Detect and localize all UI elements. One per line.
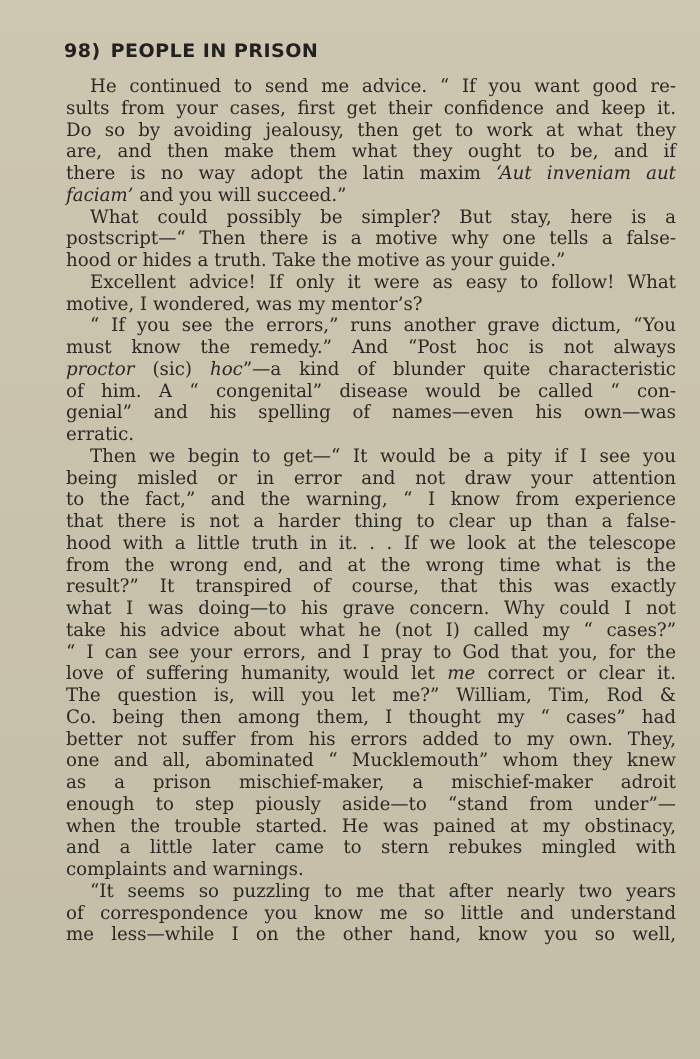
line-text: postscript—“ Then there is a motive why one tells a false- — [66, 228, 676, 250]
line-text: “ If you see the errors,” runs another grave dictum, “You — [90, 315, 676, 337]
text-line — [66, 98, 676, 120]
line-text: what I was doing—to his grave concern. Why could I not — [66, 598, 676, 619]
line-text: “ I can see your errors, and I pray to God that you, for the — [66, 641, 676, 663]
line-text: Co. being then among them, I thought my “ cases” had — [66, 706, 676, 728]
text-line — [66, 620, 676, 642]
line-text: and you will succeed.” — [133, 184, 347, 206]
line-text: “It seems so puzzling to me that after nearly two years — [90, 880, 676, 902]
line-text: there is no way adopt the latin maxim — [66, 163, 497, 184]
line-text: me less—while I on the other hand, know you so well, — [66, 924, 676, 946]
line-text: one and all, abominated “ Mucklemouth” whom they knew — [66, 750, 676, 772]
line-text: result?” It transpired of course, that this was exactly — [66, 576, 676, 598]
italic-text: ‘Aut inveniam aut — [496, 163, 676, 184]
line-text: being misled or in error and not draw your attention — [66, 467, 676, 489]
text-line — [66, 794, 676, 816]
text-line — [66, 576, 676, 598]
line-text: enough to step piously aside—to “stand from under”— — [66, 793, 676, 815]
text-line — [66, 381, 676, 403]
line-text: Then we begin to get—“ It would be a pity if I see you — [90, 445, 676, 467]
text-line — [66, 141, 676, 163]
text-line — [66, 837, 676, 859]
line-text: The question is, will you let me?” William, Tim, Rod & — [66, 685, 676, 706]
line-text: hood or hides a truth. Take the motive as your guide.” — [66, 250, 566, 271]
text-line — [66, 663, 676, 685]
line-text: correct or clear it. — [475, 663, 676, 685]
text-line — [66, 446, 676, 468]
line-text: from the wrong end, and at the wrong time what is the — [66, 554, 676, 576]
text-line — [66, 511, 676, 533]
text-line — [66, 816, 676, 838]
text-line — [66, 337, 676, 359]
running-title: PEOPLE IN PRISON — [110, 40, 319, 62]
line-text: What could possibly be simpler? But stay, here is a — [90, 206, 676, 228]
italic-text: me — [447, 663, 476, 685]
text-line — [66, 772, 676, 794]
line-text: sults from your cases, first get their confidence and keep it. — [66, 97, 676, 119]
text-line — [66, 903, 676, 925]
line-text: motive, I wondered, was my mentor’s? — [66, 293, 423, 315]
line-text: better not suffer from his errors added to my own. They, — [66, 728, 676, 750]
text-line — [66, 207, 676, 229]
italic-text: proctor — [66, 358, 135, 380]
text-line — [66, 881, 676, 903]
line-text: must know the remedy.” And “Post hoc is not always — [66, 337, 676, 358]
line-text: when the trouble started. He was pained at my obstinacy, — [66, 815, 676, 837]
line-text: and a little later came to stern rebukes mingled with — [66, 837, 676, 859]
line-text: hood with a little truth in it. . . If we look at the telescope — [66, 532, 676, 554]
line-text: as a prison mischief-maker, a mischief-maker adroit — [66, 772, 676, 793]
text-line — [66, 76, 676, 98]
text-line — [66, 555, 676, 577]
italic-text: hoc — [209, 358, 243, 380]
text-line — [66, 729, 676, 751]
text-line — [66, 642, 676, 664]
running-header — [64, 40, 318, 62]
line-text: genial” and his spelling of names—even his own—was — [66, 402, 676, 424]
text-line — [66, 315, 676, 337]
text-line — [66, 402, 676, 424]
text-line — [66, 359, 676, 381]
text-line — [66, 533, 676, 555]
text-line — [66, 120, 676, 142]
text-line — [66, 750, 676, 772]
line-text: love of suffering humanity, would let — [66, 663, 448, 685]
body-text — [66, 76, 676, 946]
line-text: ”—a kind of blunder quite characteristic — [242, 358, 676, 380]
line-text: Excellent advice! If only it were as easy to follow! What — [90, 271, 676, 293]
text-line — [66, 228, 676, 250]
line-text: of correspondence you know me so little and understand — [66, 902, 676, 924]
text-line — [66, 185, 676, 207]
text-line — [66, 489, 676, 511]
line-text: to the fact,” and the warning, “ I know from experience — [66, 489, 676, 511]
text-line — [66, 859, 676, 881]
line-text: take his advice about what he (not I) called my “ cases?” — [66, 619, 676, 641]
line-text: of him. A “ congenital” disease would be called “ con- — [66, 380, 676, 402]
italic-text: faciam’ — [66, 184, 134, 206]
line-text: complaints and warnings. — [66, 859, 304, 880]
line-text: that there is not a harder thing to clear up than a false- — [66, 511, 676, 532]
line-text: are, and then make them what they ought to be, and if — [66, 141, 676, 163]
line-text: erratic. — [66, 424, 135, 445]
text-line — [66, 250, 676, 272]
text-line — [66, 294, 676, 316]
page-number: 98) — [64, 40, 101, 62]
text-line — [66, 272, 676, 294]
text-line — [66, 924, 676, 946]
line-text: Do so by avoiding jealousy, then get to work at what they — [66, 119, 676, 141]
text-line — [66, 598, 676, 620]
text-line — [66, 707, 676, 729]
line-text: (sic) — [134, 358, 210, 380]
text-line — [66, 685, 676, 707]
text-line — [66, 424, 676, 446]
text-line — [66, 163, 676, 185]
line-text: He continued to send me advice. “ If you want good re- — [90, 76, 676, 97]
text-line — [66, 468, 676, 490]
